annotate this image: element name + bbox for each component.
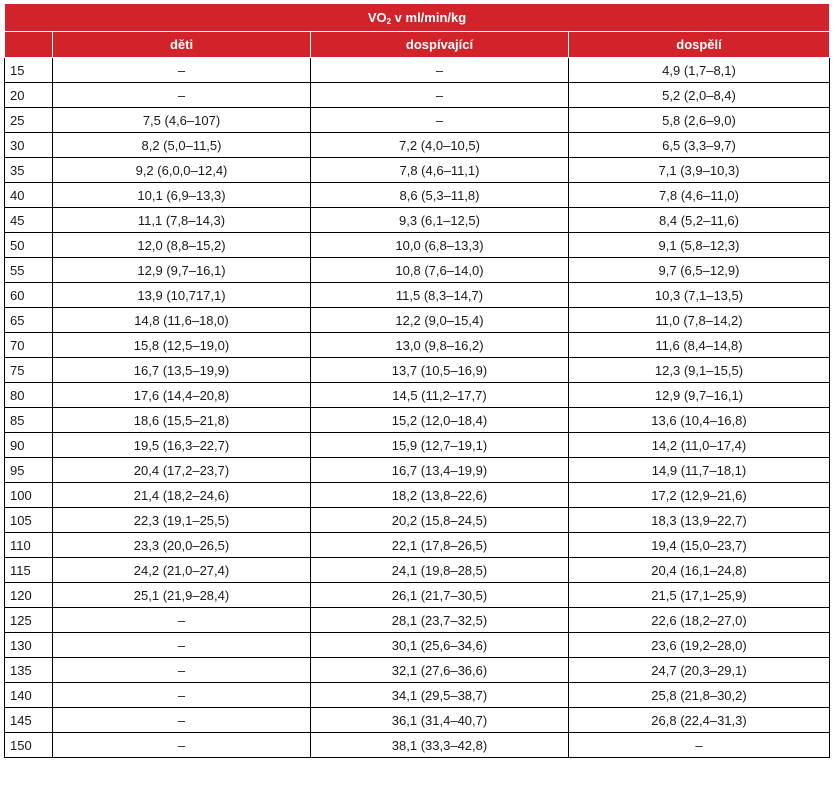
adults-value-cell: 5,2 (2,0–8,4) [569, 83, 830, 108]
adolescents-value-cell: 10,8 (7,6–14,0) [311, 258, 569, 283]
table-row [5, 133, 830, 158]
table-row [5, 333, 830, 358]
adults-value-cell: 26,8 (22,4–31,3) [569, 708, 830, 733]
adolescents-value-cell: 26,1 (21,7–30,5) [311, 583, 569, 608]
table-title-main: VO [367, 9, 387, 25]
children-value-cell: 24,2 (21,0–27,4) [53, 558, 311, 583]
adolescents-value-cell: – [311, 83, 569, 108]
adolescents-value-cell: 24,1 (19,8–28,5) [311, 558, 569, 583]
adults-value-cell: 5,8 (2,6–9,0) [569, 108, 830, 133]
adults-value-cell: 11,6 (8,4–14,8) [569, 333, 830, 358]
row-label-cell: 55 [5, 258, 53, 283]
table-row [5, 733, 830, 758]
adults-value-cell: – [569, 733, 830, 758]
adolescents-value-cell: 16,7 (13,4–19,9) [311, 458, 569, 483]
adolescents-value-cell: 13,7 (10,5–16,9) [311, 358, 569, 383]
row-label-cell: 85 [5, 408, 53, 433]
adults-value-cell: 14,9 (11,7–18,1) [569, 458, 830, 483]
children-value-cell: – [53, 733, 311, 758]
adults-value-cell: 12,9 (9,7–16,1) [569, 383, 830, 408]
table-title-row [5, 4, 830, 32]
adolescents-value-cell: – [311, 108, 569, 133]
adolescents-value-cell: 32,1 (27,6–36,6) [311, 658, 569, 683]
adults-value-cell: 7,1 (3,9–10,3) [569, 158, 830, 183]
adults-value-cell: 21,5 (17,1–25,9) [569, 583, 830, 608]
table-body [5, 58, 830, 758]
table-row [5, 408, 830, 433]
row-label-cell: 140 [5, 683, 53, 708]
children-value-cell: – [53, 683, 311, 708]
children-value-cell: 8,2 (5,0–11,5) [53, 133, 311, 158]
column-header-weight [5, 32, 53, 58]
table-row [5, 558, 830, 583]
row-label-cell: 75 [5, 358, 53, 383]
column-header-adolescents: dospívající [311, 32, 569, 58]
row-label-cell: 120 [5, 583, 53, 608]
table-row [5, 658, 830, 683]
vo2-table-container [4, 4, 829, 758]
children-value-cell: – [53, 633, 311, 658]
adolescents-value-cell: 9,3 (6,1–12,5) [311, 208, 569, 233]
row-label-cell: 45 [5, 208, 53, 233]
children-value-cell: 12,9 (9,7–16,1) [53, 258, 311, 283]
children-value-cell: – [53, 58, 311, 83]
row-label-cell: 15 [5, 58, 53, 83]
adults-value-cell: 19,4 (15,0–23,7) [569, 533, 830, 558]
adults-value-cell: 9,1 (5,8–12,3) [569, 233, 830, 258]
row-label-cell: 50 [5, 233, 53, 258]
adolescents-value-cell: 22,1 (17,8–26,5) [311, 533, 569, 558]
table-row [5, 458, 830, 483]
children-value-cell: 15,8 (12,5–19,0) [53, 333, 311, 358]
table-row [5, 183, 830, 208]
adults-value-cell: 10,3 (7,1–13,5) [569, 283, 830, 308]
table-row [5, 283, 830, 308]
table-row [5, 483, 830, 508]
row-label-cell: 70 [5, 333, 53, 358]
adolescents-value-cell: 14,5 (11,2–17,7) [311, 383, 569, 408]
table-title [5, 4, 830, 32]
adults-value-cell: 6,5 (3,3–9,7) [569, 133, 830, 158]
adolescents-value-cell: 10,0 (6,8–13,3) [311, 233, 569, 258]
adults-value-cell: 22,6 (18,2–27,0) [569, 608, 830, 633]
table-row [5, 158, 830, 183]
table-row [5, 108, 830, 133]
table-row [5, 683, 830, 708]
table-row [5, 583, 830, 608]
adolescents-value-cell: 7,8 (4,6–11,1) [311, 158, 569, 183]
row-label-cell: 60 [5, 283, 53, 308]
table-row [5, 633, 830, 658]
table-row [5, 608, 830, 633]
table-title-subscript: 2 [386, 16, 392, 26]
table-row [5, 533, 830, 558]
children-value-cell: – [53, 83, 311, 108]
adolescents-value-cell: 36,1 (31,4–40,7) [311, 708, 569, 733]
adolescents-value-cell: 38,1 (33,3–42,8) [311, 733, 569, 758]
adolescents-value-cell: 15,9 (12,7–19,1) [311, 433, 569, 458]
row-label-cell: 135 [5, 658, 53, 683]
adolescents-value-cell: 12,2 (9,0–15,4) [311, 308, 569, 333]
adults-value-cell: 25,8 (21,8–30,2) [569, 683, 830, 708]
row-label-cell: 130 [5, 633, 53, 658]
adults-value-cell: 20,4 (16,1–24,8) [569, 558, 830, 583]
children-value-cell: 13,9 (10,717,1) [53, 283, 311, 308]
children-value-cell: 12,0 (8,8–15,2) [53, 233, 311, 258]
row-label-cell: 20 [5, 83, 53, 108]
adolescents-value-cell: – [311, 58, 569, 83]
adults-value-cell: 17,2 (12,9–21,6) [569, 483, 830, 508]
adolescents-value-cell: 28,1 (23,7–32,5) [311, 608, 569, 633]
adults-value-cell: 13,6 (10,4–16,8) [569, 408, 830, 433]
children-value-cell: 11,1 (7,8–14,3) [53, 208, 311, 233]
adults-value-cell: 18,3 (13,9–22,7) [569, 508, 830, 533]
children-value-cell: 23,3 (20,0–26,5) [53, 533, 311, 558]
children-value-cell: 17,6 (14,4–20,8) [53, 383, 311, 408]
adolescents-value-cell: 34,1 (29,5–38,7) [311, 683, 569, 708]
table-header [5, 4, 830, 58]
row-label-cell: 105 [5, 508, 53, 533]
row-label-cell: 115 [5, 558, 53, 583]
table-row [5, 708, 830, 733]
adolescents-value-cell: 8,6 (5,3–11,8) [311, 183, 569, 208]
adults-value-cell: 7,8 (4,6–11,0) [569, 183, 830, 208]
children-value-cell: – [53, 658, 311, 683]
row-label-cell: 40 [5, 183, 53, 208]
row-label-cell: 65 [5, 308, 53, 333]
table-title-rest: v ml/min/kg [391, 9, 467, 25]
column-header-row [5, 32, 830, 58]
adults-value-cell: 12,3 (9,1–15,5) [569, 358, 830, 383]
adults-value-cell: 23,6 (19,2–28,0) [569, 633, 830, 658]
row-label-cell: 125 [5, 608, 53, 633]
row-label-cell: 95 [5, 458, 53, 483]
row-label-cell: 90 [5, 433, 53, 458]
adolescents-value-cell: 7,2 (4,0–10,5) [311, 133, 569, 158]
table-row [5, 508, 830, 533]
table-row [5, 383, 830, 408]
row-label-cell: 25 [5, 108, 53, 133]
row-label-cell: 150 [5, 733, 53, 758]
row-label-cell: 100 [5, 483, 53, 508]
table-row [5, 58, 830, 83]
children-value-cell: – [53, 708, 311, 733]
children-value-cell: 19,5 (16,3–22,7) [53, 433, 311, 458]
table-row [5, 83, 830, 108]
adults-value-cell: 4,9 (1,7–8,1) [569, 58, 830, 83]
adolescents-value-cell: 11,5 (8,3–14,7) [311, 283, 569, 308]
children-value-cell: 22,3 (19,1–25,5) [53, 508, 311, 533]
row-label-cell: 80 [5, 383, 53, 408]
column-header-children: děti [53, 32, 311, 58]
adolescents-value-cell: 13,0 (9,8–16,2) [311, 333, 569, 358]
children-value-cell: 18,6 (15,5–21,8) [53, 408, 311, 433]
children-value-cell: 14,8 (11,6–18,0) [53, 308, 311, 333]
table-row [5, 358, 830, 383]
table-row [5, 433, 830, 458]
children-value-cell: 21,4 (18,2–24,6) [53, 483, 311, 508]
adults-value-cell: 24,7 (20,3–29,1) [569, 658, 830, 683]
children-value-cell: 20,4 (17,2–23,7) [53, 458, 311, 483]
table-row [5, 233, 830, 258]
row-label-cell: 35 [5, 158, 53, 183]
children-value-cell: 9,2 (6,0,0–12,4) [53, 158, 311, 183]
children-value-cell: – [53, 608, 311, 633]
row-label-cell: 145 [5, 708, 53, 733]
column-header-adults: dospělí [569, 32, 830, 58]
row-label-cell: 30 [5, 133, 53, 158]
children-value-cell: 10,1 (6,9–13,3) [53, 183, 311, 208]
vo2-reference-table [4, 4, 830, 758]
table-row [5, 208, 830, 233]
children-value-cell: 16,7 (13,5–19,9) [53, 358, 311, 383]
table-row [5, 308, 830, 333]
adolescents-value-cell: 20,2 (15,8–24,5) [311, 508, 569, 533]
adults-value-cell: 14,2 (11,0–17,4) [569, 433, 830, 458]
adolescents-value-cell: 30,1 (25,6–34,6) [311, 633, 569, 658]
adolescents-value-cell: 18,2 (13,8–22,6) [311, 483, 569, 508]
adults-value-cell: 9,7 (6,5–12,9) [569, 258, 830, 283]
children-value-cell: 7,5 (4,6–107) [53, 108, 311, 133]
adolescents-value-cell: 15,2 (12,0–18,4) [311, 408, 569, 433]
adults-value-cell: 11,0 (7,8–14,2) [569, 308, 830, 333]
table-row [5, 258, 830, 283]
row-label-cell: 110 [5, 533, 53, 558]
children-value-cell: 25,1 (21,9–28,4) [53, 583, 311, 608]
adults-value-cell: 8,4 (5,2–11,6) [569, 208, 830, 233]
